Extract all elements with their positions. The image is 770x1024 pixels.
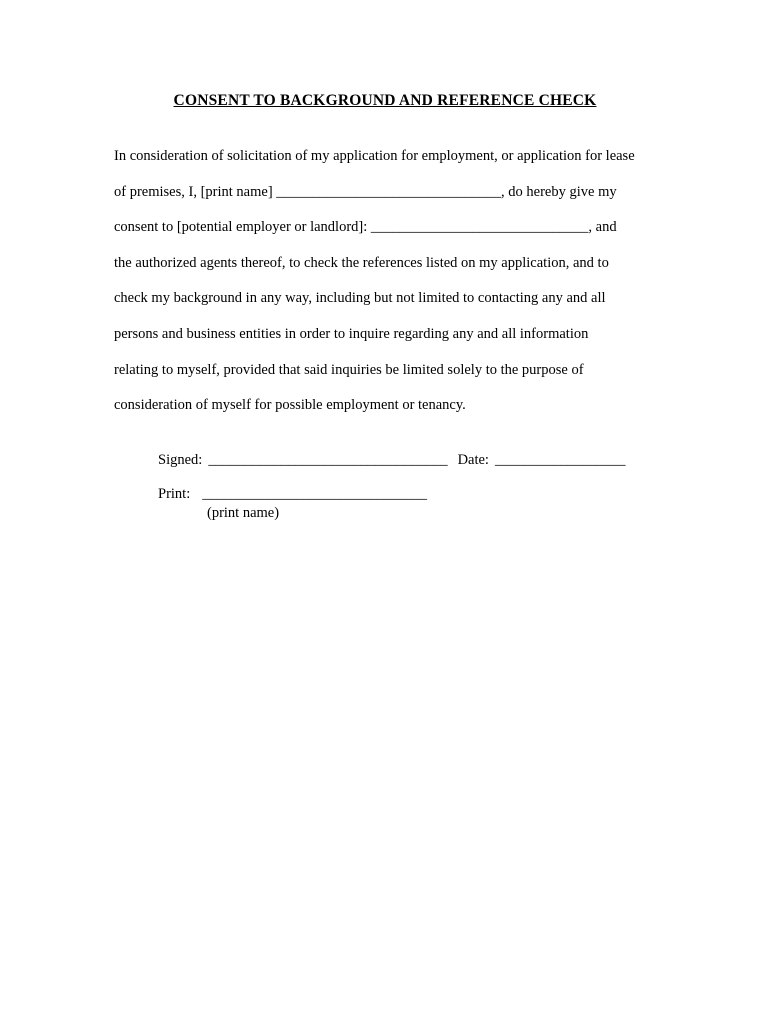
paragraph-line: check my background in any way, including but not limited to contacting any and all [114, 290, 606, 307]
paragraph-text: , and [588, 219, 617, 236]
signed-fill-line[interactable]: _________________________________ [208, 452, 448, 468]
paragraph-line: In consideration of solicitation of my application for employment, or application for lease [114, 148, 635, 164]
paragraph-text: consent to [potential employer or landlord]: [114, 219, 371, 236]
print-label: Print: [158, 486, 191, 502]
paragraph-line [114, 210, 690, 246]
paragraph-line: consideration of myself for possible employment or tenancy. [114, 397, 466, 414]
paragraph-line [114, 175, 690, 211]
document-title: CONSENT TO BACKGROUND AND REFERENCE CHECK [173, 92, 597, 109]
print-fill-line[interactable]: _______________________________ [202, 486, 427, 502]
paragraph-text: of premises, I, [print name] [114, 183, 277, 200]
employer-landlord-fill-line[interactable]: ______________________________ [370, 219, 589, 236]
signed-date-row [158, 452, 625, 469]
consent-paragraph [114, 139, 690, 424]
signed-label: Signed: [158, 452, 203, 468]
print-row [158, 486, 427, 503]
date-fill-line[interactable]: __________________ [494, 452, 626, 468]
paragraph-text: , do hereby give my [501, 183, 617, 200]
paragraph-line: persons and business entities in order to inquire regarding any and all information [114, 325, 589, 342]
paragraph-line: the authorized agents thereof, to check the references listed on my application, and to [114, 254, 609, 271]
paragraph-line: relating to myself, provided that said inquiries be limited solely to the purpose of [114, 361, 584, 378]
print-name-fill-line[interactable]: _______________________________ [276, 183, 502, 200]
print-name-caption: (print name) [207, 505, 280, 521]
date-label: Date: [457, 452, 489, 468]
